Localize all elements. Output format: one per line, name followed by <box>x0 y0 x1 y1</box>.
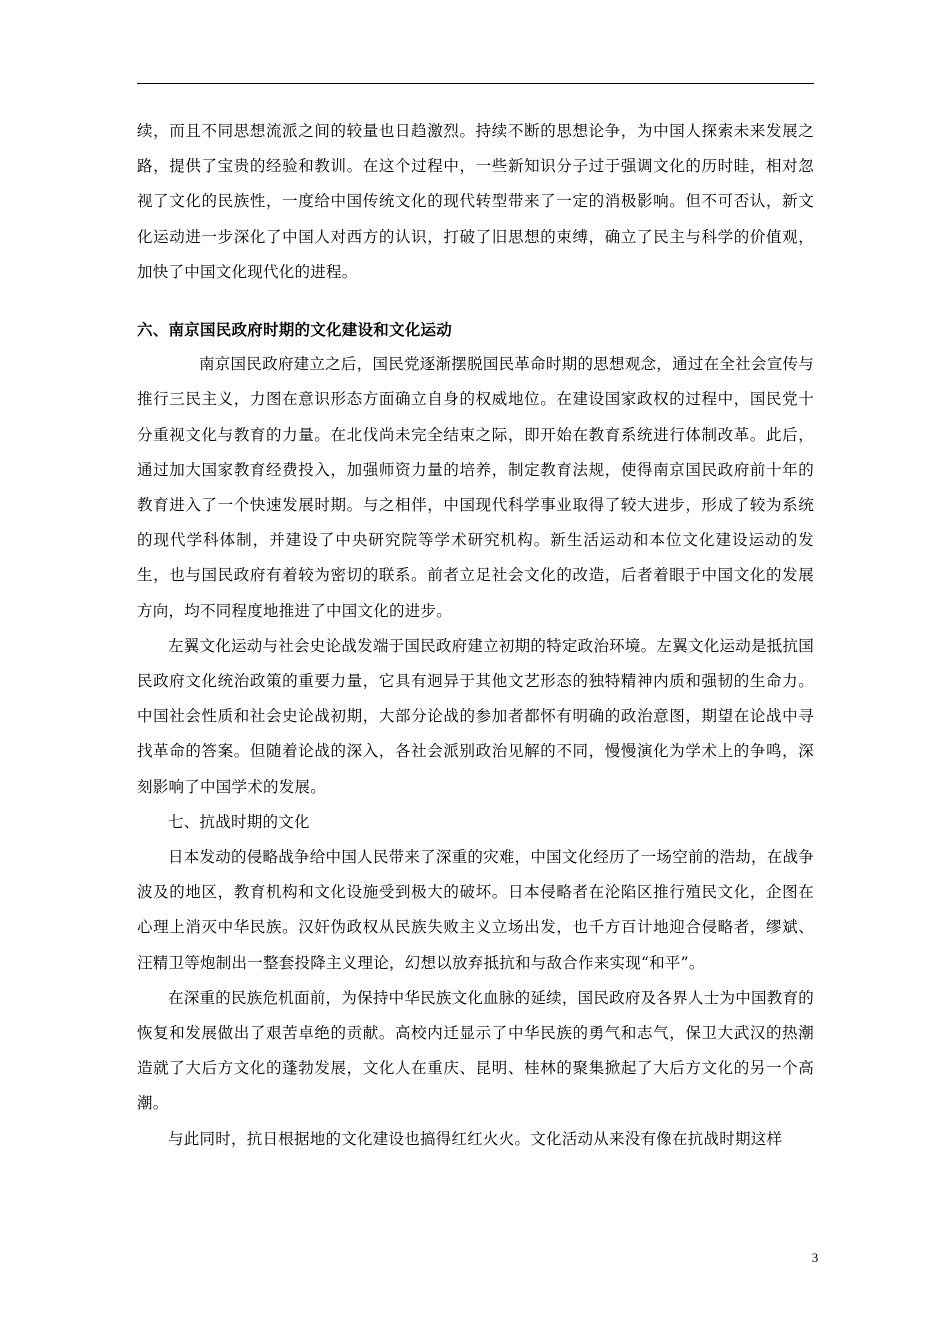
header-rule <box>137 83 814 84</box>
paragraph: 左翼文化运动与社会史论战发端于国民政府建立初期的特定政治环境。左翼文化运动是抵抗国民政府文化统治政策的重要力量，它具有迥异于其他文艺形态的独特精神内质和强韧的生命力。中国社会性质和社会史论战初期，大部分论战的参加者都怀有明确的政治意图，期望在论战中寻找革命的答案。但随着论战的深入，各社会派别政治见解的不同，慢慢演化为学术上的争鸣，深刻影响了中国学术的发展。 <box>137 636 814 796</box>
section-gap <box>137 290 814 312</box>
paragraph-continuation: 续，而且不同思想流派之间的较量也日趋激烈。持续不断的思想论争，为中国人探索未来发展之路，提供了宝贵的经验和教训。在这个过程中，一些新知识分子过于强调文化的历时眭，相对忽视了文化的民族性，一度给中国传统文化的现代转型带来了一定的消极影响。但不可否认，新文化运动进一步深化了中国人对西方的认识，打破了旧思想的束缚，确立了民主与科学的价值观，加快了中国文化现代化的进程。 <box>137 122 814 281</box>
paragraph: 日本发动的侵略战争给中国人民带来了深重的灾难，中国文化经历了一场空前的浩劫，在战争波及的地区，教育机构和文化设施受到极大的破坏。日本侵略者在沦陷区推行殖民文化，企图在心理上消灭中华民族。汉奸伪政权从民族失败主义立场出发，也千方百计地迎合侵略者，缪斌、汪精卫等炮制出一整套投降主义理论，幻想以放弃抵抗和与敌合作来实现“和平”。 <box>137 848 814 972</box>
document-body <box>137 114 814 1157</box>
section-heading-6: 六、南京国民政府时期的文化建设和文化运动 <box>137 320 453 340</box>
section-heading-7: 七、抗战时期的文化 <box>168 812 310 831</box>
paragraph: 在深重的民族危机面前，为保持中华民族文化血脉的延续，国民政府及各界人士为中国教育的恢复和发展做出了艰苦卓绝的贡献。高校内迁显示了中华民族的勇气和志气，保卫大武汉的热潮造就了大后方文化的蓬勃发展，文化人在重庆、昆明、桂林的聚集掀起了大后方文化的另一个高潮。 <box>137 988 814 1113</box>
page-number: 3 <box>811 1250 819 1265</box>
paragraph: 与此同时，抗日根据地的文化建设也搞得红红火火。文化活动从来没有像在抗战时期这样 <box>168 1129 783 1148</box>
paragraph: 南京国民政府建立之后，国民党逐渐摆脱国民革命时期的思想观念，通过在全社会宣传与推行三民主义，力图在意识形态方面确立自身的权威地位。在建设国家政权的过程中，国民党十分重视文化与教育的力量。在北伐尚未完全结束之际，即开始在教育系统进行体制改革。此后，通过加大国家教育经费投入，加强师资力量的培养，制定教育法规，使得南京国民政府前十年的教育进入了一个快速发展时期。与之相伴，中国现代科学事业取得了较大进步，形成了较为系统的现代学科体制，并建设了中央研究院等学术研究机构。新生活运动和本位文化建设运动的发生，也与国民政府有着较为密切的联系。前者立足社会文化的改造，后者着眼于中国文化的发展方向，均不同程度地推进了中国文化的进步。 <box>137 355 814 620</box>
